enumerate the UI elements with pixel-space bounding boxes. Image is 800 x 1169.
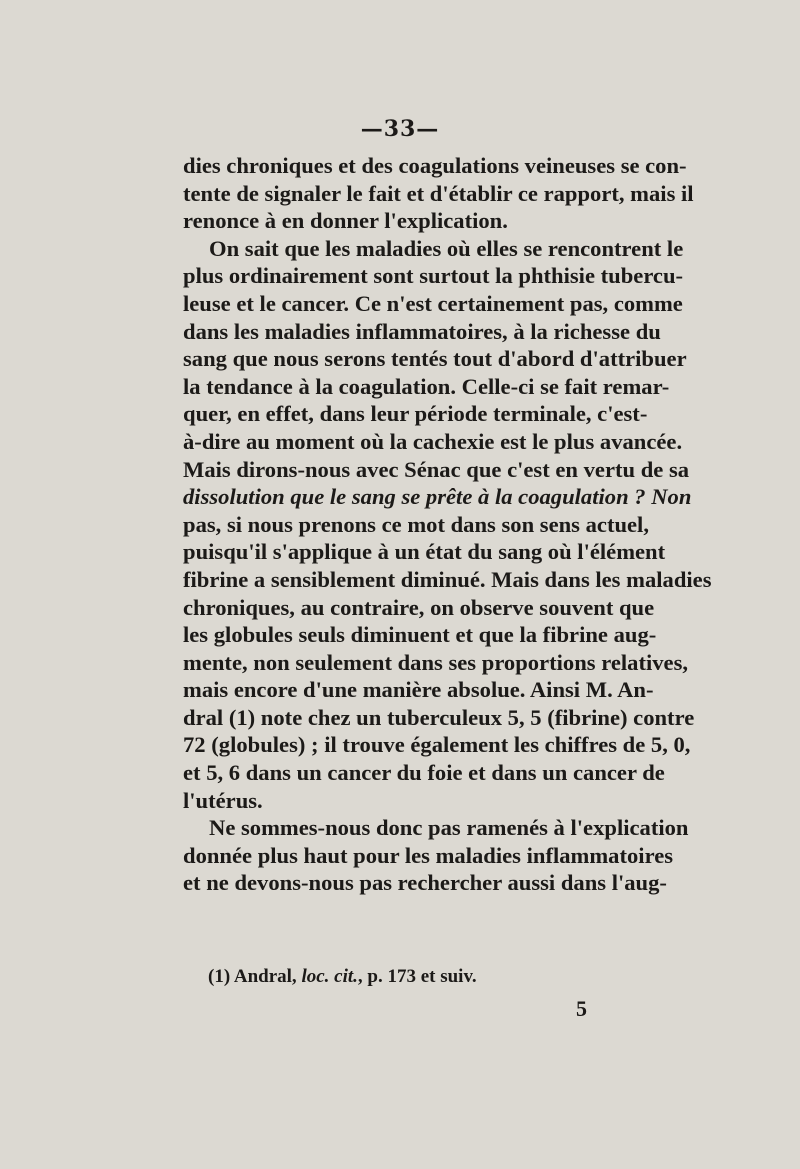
footnote-pages: , p. 173 et suiv. — [357, 966, 477, 987]
text-line: tente de signaler le fait et d'établir ce rapport, mais il — [183, 180, 694, 206]
text-line: dies chroniques et des coagulations veineuses se con- — [183, 153, 687, 178]
text-line: pas, si nous prenons ce mot dans son sens actuel, — [183, 511, 649, 537]
text-line: dral (1) note chez un tuberculeux 5, 5 (fibrine) contre — [183, 704, 695, 730]
text-line: leuse et le cancer. Ce n'est certainement pas, comme — [183, 290, 683, 316]
text-line: et ne devons-nous pas rechercher aussi dans l'aug- — [183, 870, 667, 896]
text-line: les globules seuls diminuent et que la fibrine aug- — [183, 622, 657, 648]
text-line: la tendance à la coagulation. Celle-ci se fait remar- — [183, 373, 670, 399]
text-line: mente, non seulement dans ses proportions relatives, — [183, 649, 689, 675]
text-line: l'utérus. — [183, 787, 263, 813]
footnote-marker: (1) Andral, — [208, 966, 297, 987]
text-line: sang que nous serons tentés tout d'abord d'attribuer — [183, 346, 687, 372]
footnote-ref: loc. cit. — [301, 966, 358, 987]
text-line: Mais dirons-nous avec Sénac que c'est en vertu de sa — [183, 456, 690, 482]
footnote — [208, 966, 477, 988]
text-line: fibrine a sensiblement diminué. Mais dans les maladies — [183, 566, 712, 592]
signature-mark: 5 — [576, 996, 587, 1021]
text-line: mais encore d'une manière absolue. Ainsi M. An- — [183, 677, 654, 703]
text-line: plus ordinairement sont surtout la phthisie tubercu- — [183, 263, 684, 289]
text-line: renonce à en donner l'explication. — [183, 208, 508, 234]
text-line: donnée plus haut pour les maladies inflammatoires — [183, 842, 674, 868]
text-line: quer, en effet, dans leur période terminale, c'est- — [183, 401, 648, 427]
text-line: On sait que les maladies où elles se rencontrent le — [209, 235, 684, 261]
text-line: Ne sommes-nous donc pas ramenés à l'explication — [209, 815, 689, 841]
text-line: à-dire au moment où la cachexie est le plus avancée. — [183, 428, 683, 454]
text-line: et 5, 6 dans un cancer du foie et dans un cancer de — [183, 760, 665, 786]
text-line: puisqu'il s'applique à un état du sang où l'élément — [183, 539, 666, 565]
text-line: dans les maladies inflammatoires, à la richesse du — [183, 318, 661, 344]
text-line: 72 (globules) ; il trouve également les chiffres de 5, 0, — [183, 732, 691, 758]
body-text — [183, 152, 712, 897]
text-line: chroniques, au contraire, on observe souvent que — [183, 594, 655, 620]
text-line: dissolution que le sang se prête à la coagulation ? Non — [183, 484, 692, 510]
page-number: —33— — [360, 116, 440, 142]
